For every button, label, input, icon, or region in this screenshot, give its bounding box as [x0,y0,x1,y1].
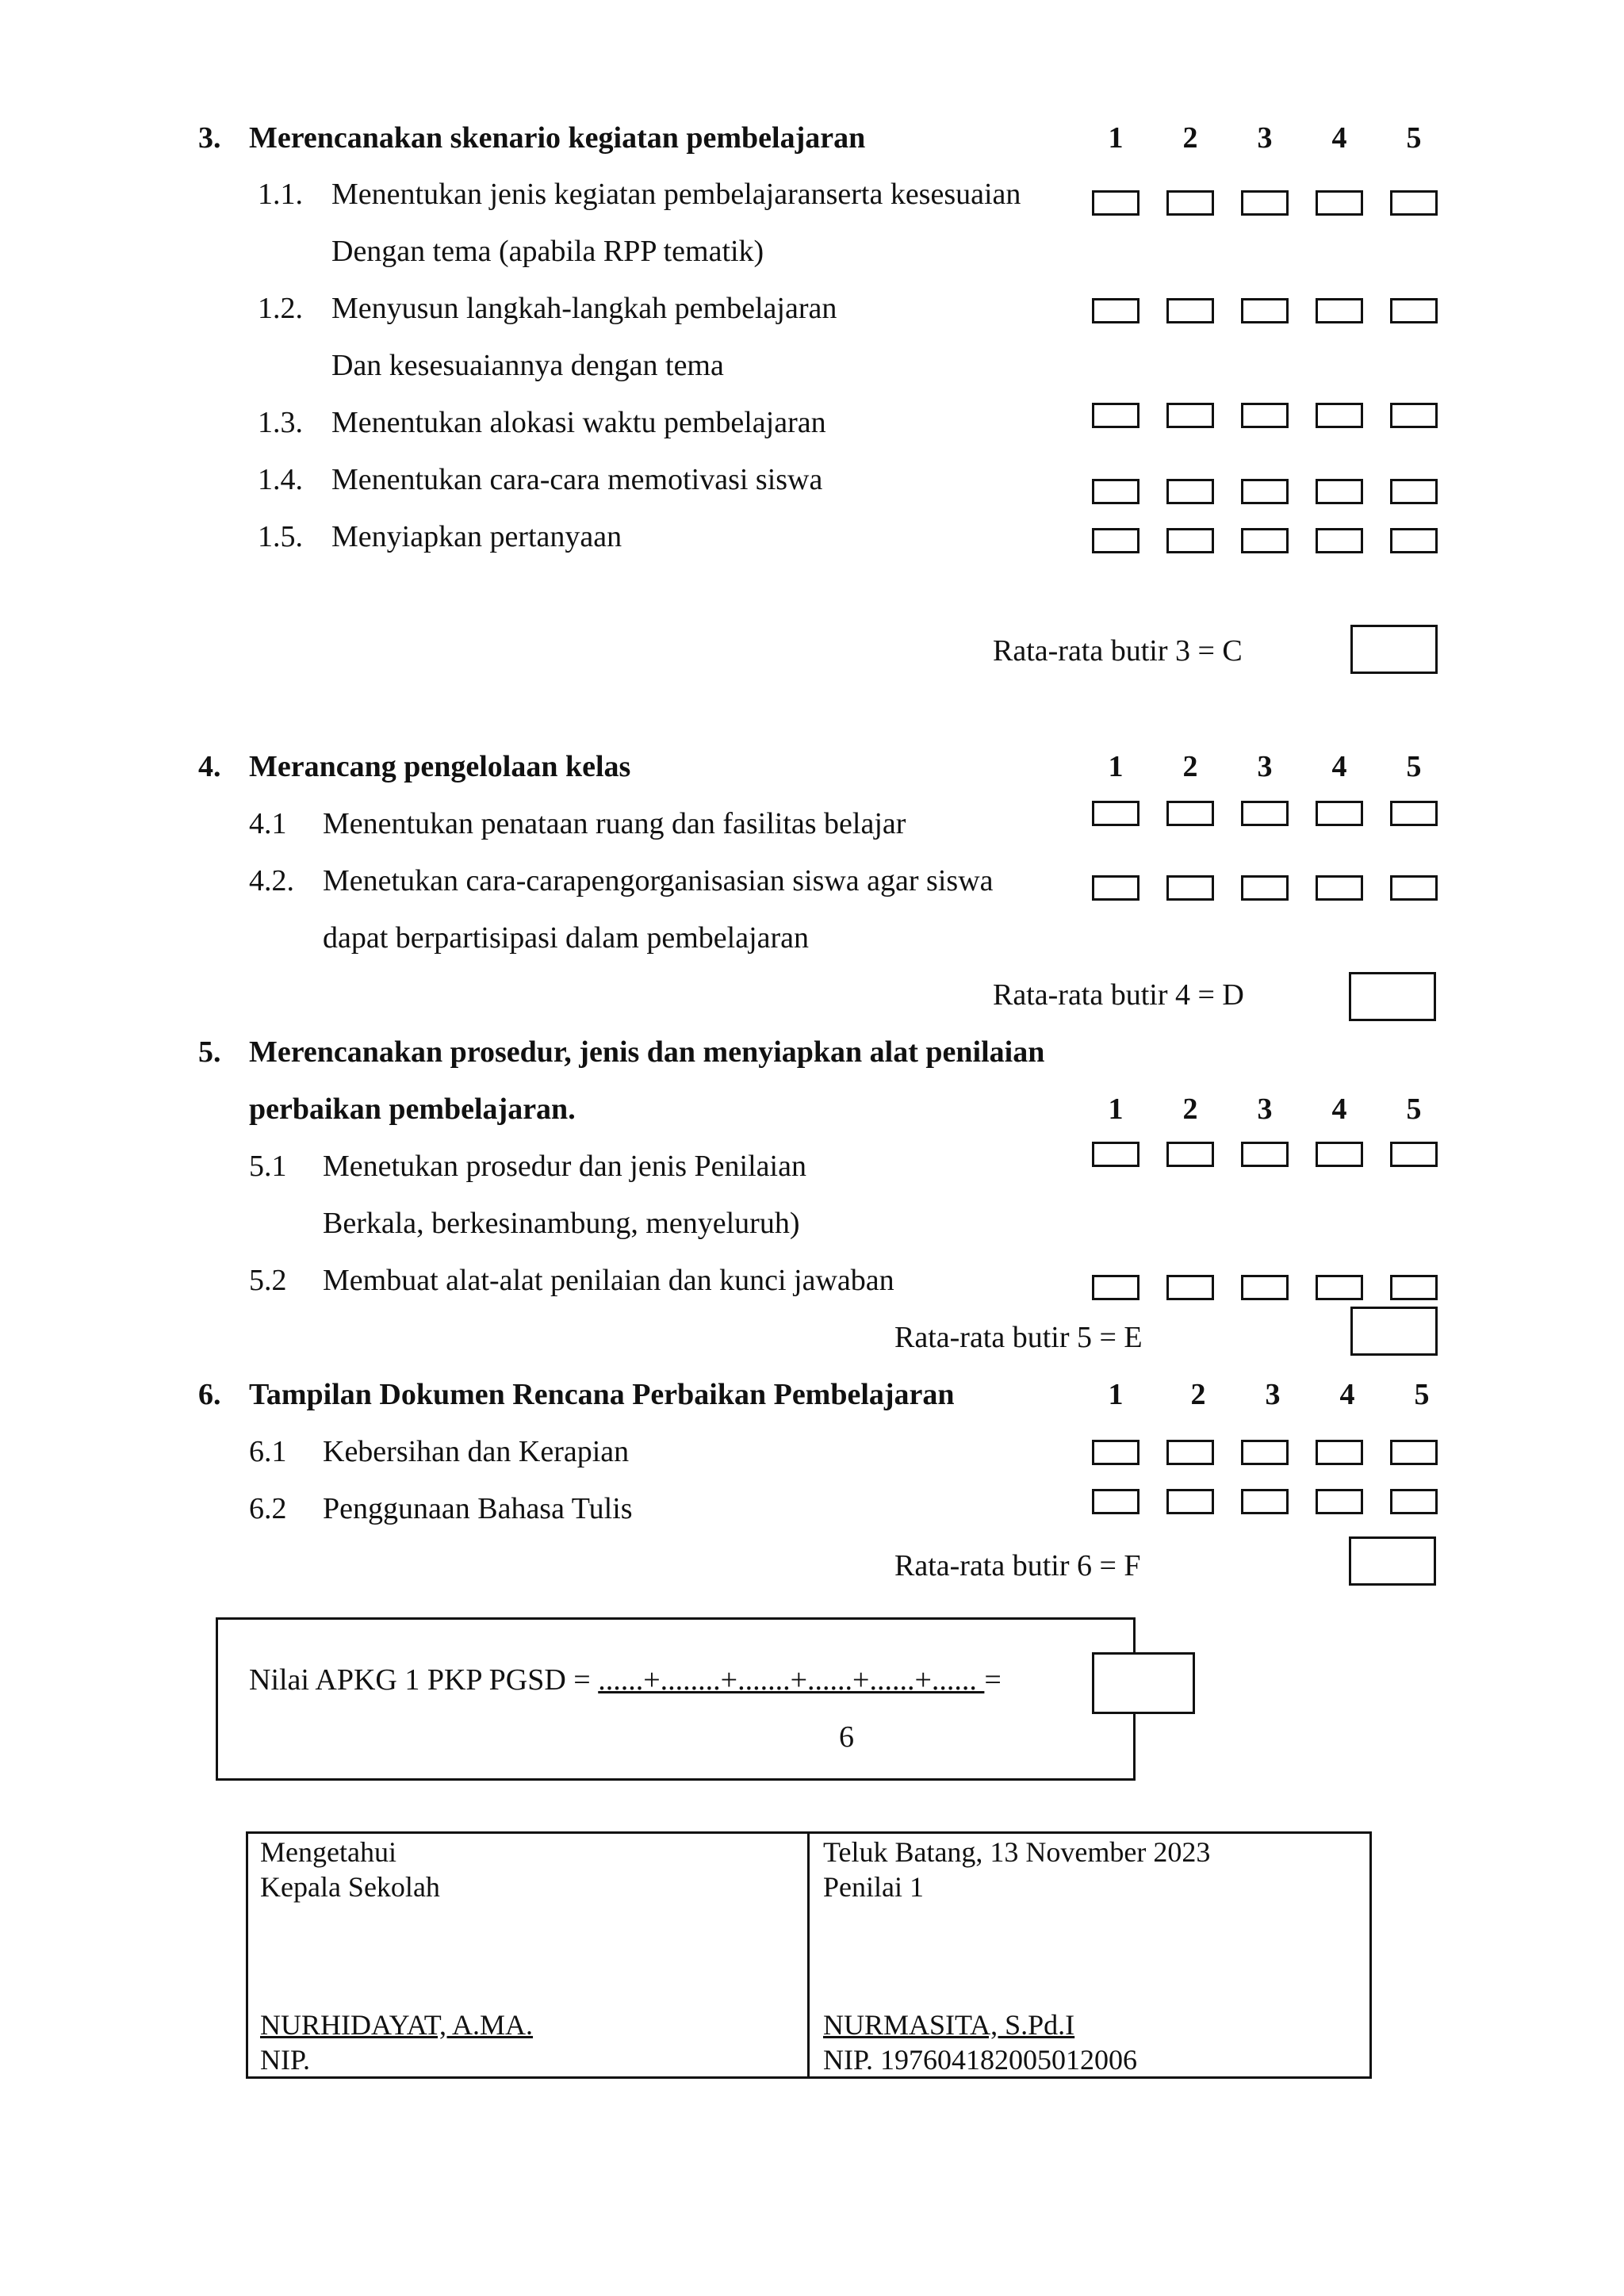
item-number: 1.5. [258,520,303,553]
rating-box-1[interactable] [1092,403,1139,428]
section4-number: 4. [198,750,221,783]
sig-right-line2: Penilai 1 [823,1871,924,1903]
rating-box-3[interactable] [1241,1142,1289,1167]
average-box-c[interactable] [1350,625,1438,674]
rating-box-1[interactable] [1092,528,1139,553]
rating-box-2[interactable] [1166,479,1214,504]
item-number: 1.3. [258,406,303,439]
scale-header-4: 4 [1339,1378,1355,1411]
scale-header-1: 1 [1108,121,1124,155]
item-text: Menentukan cara-cara memotivasi siswa [331,463,823,496]
rating-box-4[interactable] [1316,875,1363,901]
rating-box-3[interactable] [1241,875,1289,901]
section5-title-continued: perbaikan pembelajaran. [249,1093,576,1126]
scale-header-2: 2 [1182,750,1198,783]
rating-box-1[interactable] [1092,875,1139,901]
item-text: Menetukan prosedur dan jenis Penilaian [323,1150,806,1183]
item-text: Kebersihan dan Kerapian [323,1435,630,1468]
item-number: 5.2 [249,1264,287,1297]
section3-number: 3. [198,121,221,155]
scale-header-3: 3 [1257,1093,1273,1126]
scale-header-3: 3 [1265,1378,1281,1411]
section5-title: Merencanakan prosedur, jenis dan menyiapkan alat penilaian [249,1035,1045,1069]
rating-box-4[interactable] [1316,1440,1363,1465]
average-label-c: Rata-rata butir 3 = C [993,634,1243,668]
rating-box-5[interactable] [1390,875,1438,901]
rating-box-3[interactable] [1241,1489,1289,1514]
average-box-f[interactable] [1349,1536,1436,1586]
item-text: Menentukan alokasi waktu pembelajaran [331,406,826,439]
rating-box-5[interactable] [1390,1440,1438,1465]
rating-box-4[interactable] [1316,801,1363,826]
item-text: Membuat alat-alat penilaian dan kunci jawaban [323,1264,894,1297]
average-label-d: Rata-rata butir 4 = D [993,978,1244,1012]
rating-box-4[interactable] [1316,298,1363,323]
rating-box-1[interactable] [1092,1142,1139,1167]
scale-header-4: 4 [1331,750,1347,783]
item-text: Menentukan penataan ruang dan fasilitas belajar [323,807,906,840]
rating-box-5[interactable] [1390,528,1438,553]
rating-box-3[interactable] [1241,479,1289,504]
item-text: Penggunaan Bahasa Tulis [323,1492,633,1525]
item-text-continued: Berkala, berkesinambung, menyeluruh) [323,1207,800,1240]
scale-header-2: 2 [1182,1093,1198,1126]
rating-box-2[interactable] [1166,801,1214,826]
section5-number: 5. [198,1035,221,1069]
rating-box-2[interactable] [1166,1489,1214,1514]
rating-box-5[interactable] [1390,1489,1438,1514]
item-text-continued: dapat berpartisipasi dalam pembelajaran [323,921,810,955]
rating-box-3[interactable] [1241,403,1289,428]
score-formula-numerator: ......+........+.......+......+......+...... [598,1663,985,1697]
score-formula-label: Nilai APKG 1 PKP PGSD = [249,1663,599,1697]
scale-header-1: 1 [1108,1378,1124,1411]
rating-box-1[interactable] [1092,1489,1139,1514]
rating-box-5[interactable] [1390,190,1438,216]
item-number: 4.1 [249,807,287,840]
item-number: 6.2 [249,1492,287,1525]
scale-header-1: 1 [1108,750,1124,783]
scale-header-2: 2 [1182,121,1198,155]
average-box-d[interactable] [1349,972,1436,1021]
rating-box-2[interactable] [1166,190,1214,216]
item-text: Menyusun langkah-langkah pembelajaran [331,292,837,325]
rating-box-3[interactable] [1241,801,1289,826]
rating-box-5[interactable] [1390,479,1438,504]
rating-box-1[interactable] [1092,1275,1139,1300]
rating-box-2[interactable] [1166,1275,1214,1300]
rating-box-4[interactable] [1316,1489,1363,1514]
average-label-f: Rata-rata butir 6 = F [894,1549,1141,1582]
final-score-box[interactable] [1092,1652,1195,1714]
scale-header-5: 5 [1406,750,1422,783]
item-number: 4.2. [249,864,294,897]
item-text-continued: Dan kesesuaiannya dengan tema [331,349,724,382]
rating-box-1[interactable] [1092,190,1139,216]
rating-box-5[interactable] [1390,801,1438,826]
rating-box-4[interactable] [1316,1275,1363,1300]
average-box-e[interactable] [1350,1307,1438,1356]
item-number: 1.1. [258,178,303,211]
sig-left-line1: Mengetahui [260,1836,396,1868]
sig-right-name: NURMASITA, S.Pd.I [823,2009,1075,2041]
item-text-continued: Dengan tema (apabila RPP tematik) [331,235,764,268]
item-number: 6.1 [249,1435,287,1468]
item-number: 1.4. [258,463,303,496]
rating-box-4[interactable] [1316,190,1363,216]
rating-box-2[interactable] [1166,1440,1214,1465]
rating-box-5[interactable] [1390,1275,1438,1300]
rating-box-5[interactable] [1390,403,1438,428]
sig-left-name: NURHIDAYAT, A.MA. [260,2009,534,2041]
rating-box-1[interactable] [1092,298,1139,323]
item-number: 5.1 [249,1150,287,1183]
item-text: Menentukan jenis kegiatan pembelajaranserta kesesuaian [331,178,1021,211]
scale-header-5: 5 [1406,121,1422,155]
section6-number: 6. [198,1378,221,1411]
sig-right-line1: Teluk Batang, 13 November 2023 [823,1836,1211,1868]
scale-header-3: 3 [1257,121,1273,155]
rating-box-5[interactable] [1390,298,1438,323]
rating-box-1[interactable] [1092,801,1139,826]
scale-header-2: 2 [1190,1378,1206,1411]
scale-header-5: 5 [1406,1093,1422,1126]
rating-box-3[interactable] [1241,1440,1289,1465]
rating-box-4[interactable] [1316,479,1363,504]
item-text: Menetukan cara-carapengorganisasian siswa agar siswa [323,864,994,897]
scale-header-4: 4 [1331,1093,1347,1126]
scale-header-1: 1 [1108,1093,1124,1126]
sig-right-nip: NIP. 197604182005012006 [823,2044,1138,2076]
rating-box-2[interactable] [1166,875,1214,901]
rating-box-3[interactable] [1241,190,1289,216]
score-formula-equals: = [984,1663,1002,1697]
scale-header-4: 4 [1331,121,1347,155]
sig-left-nip: NIP. [260,2044,311,2076]
rating-box-5[interactable] [1390,1142,1438,1167]
average-label-e: Rata-rata butir 5 = E [894,1321,1143,1354]
section6-title: Tampilan Dokumen Rencana Perbaikan Pembelajaran [249,1378,955,1411]
sig-left-line2: Kepala Sekolah [260,1871,440,1903]
item-number: 1.2. [258,292,303,325]
scale-header-3: 3 [1257,750,1273,783]
rating-box-2[interactable] [1166,403,1214,428]
rating-box-1[interactable] [1092,1440,1139,1465]
rating-box-4[interactable] [1316,528,1363,553]
rating-box-3[interactable] [1241,298,1289,323]
signature-divider [807,1831,810,2079]
rating-box-3[interactable] [1241,528,1289,553]
rating-box-2[interactable] [1166,298,1214,323]
item-text: Menyiapkan pertanyaan [331,520,622,553]
score-formula-frame [216,1617,1136,1781]
rating-box-1[interactable] [1092,479,1139,504]
rating-box-4[interactable] [1316,403,1363,428]
rating-box-4[interactable] [1316,1142,1363,1167]
rating-box-2[interactable] [1166,1142,1214,1167]
score-formula [249,1665,1002,1695]
section4-title: Merancang pengelolaan kelas [249,750,631,783]
rating-box-3[interactable] [1241,1275,1289,1300]
scale-header-5: 5 [1414,1378,1430,1411]
score-formula-denominator: 6 [839,1720,854,1754]
section3-title: Merencanakan skenario kegiatan pembelajaran [249,121,866,155]
rating-box-2[interactable] [1166,528,1214,553]
